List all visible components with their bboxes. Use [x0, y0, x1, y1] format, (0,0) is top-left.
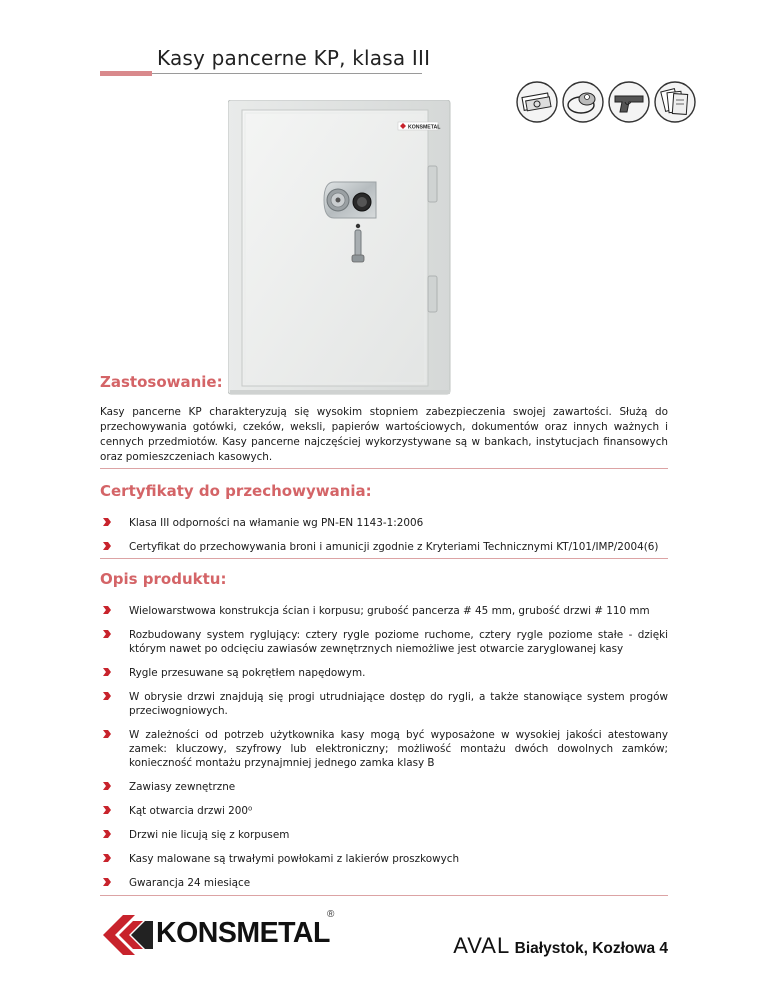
chevron-right-icon: [102, 605, 112, 615]
list-item-text: Gwarancja 24 miesiące: [129, 877, 251, 889]
product-features-list: [100, 604, 668, 890]
list-item-text: Certyfikat do przechowywania broni i amunicji zgodnie z Kryteriami Technicznymi KT/101/IMP/2004(6): [129, 541, 659, 553]
list-item: [100, 804, 668, 818]
chevron-right-icon: [102, 517, 112, 527]
safe-image: [228, 100, 554, 396]
list-item: [100, 628, 668, 656]
list-item: [100, 540, 668, 554]
documents-icon: [655, 82, 695, 122]
section-zastosowanie: [100, 373, 668, 465]
list-item-text: W zależności od potrzeb użytkownika kasy mogą być wyposażone w wysokiej jakości atestowany zamek: kluczowy, szyfrowy lub elektroniczny; możliwość montażu dwóch dowolnych zamków; konieczność montażu przynajmniej jednego zamka klasy B: [129, 729, 668, 769]
chevron-right-icon: [102, 853, 112, 863]
list-item-text: Kasy malowane są trwałymi powłokami z lakierów proszkowych: [129, 853, 460, 865]
list-item: [100, 690, 668, 718]
chevron-right-icon: [102, 629, 112, 639]
registered-mark: ®: [327, 909, 335, 920]
konsmetal-logo-icon: [103, 915, 153, 955]
header-underline: [152, 73, 422, 74]
list-item-text: Klasa III odporności na włamanie wg PN-EN 1143-1:2006: [129, 517, 424, 529]
section-divider: [100, 468, 668, 469]
chevron-right-icon: [102, 805, 112, 815]
list-item-text: Kąt otwarcia drzwi 200⁰: [129, 805, 253, 817]
section-certyfikaty: [100, 482, 668, 564]
aval-name: AVAL: [453, 933, 511, 958]
list-item-text: Wielowarstwowa konstrukcja ścian i korpusu; grubość pancerza # 45 mm, grubość drzwi # 110 mm: [129, 605, 650, 617]
chevron-right-icon: [102, 877, 112, 887]
door-brand-label: KONSMETAL: [408, 124, 441, 131]
list-item-text: Zawiasy zewnętrzne: [129, 781, 236, 793]
list-item: [100, 604, 668, 618]
gun-icon: [609, 82, 649, 122]
chevron-right-icon: [102, 829, 112, 839]
list-item: [100, 876, 668, 890]
section-paragraph: Kasy pancerne KP charakteryzują się wysokim stopniem zabezpieczenia swojej zawartości. Służą do przechowywania gotówki, czeków, weksli, papierów wartościowych, dokumentów oraz innych ważnych i cennych przedmiotów. Kasy pancerne najczęściej wykorzystywane są w bankach, instytucjach finansowych oraz pomieszczeniach kasowych.: [100, 406, 668, 463]
chevron-right-icon: [102, 781, 112, 791]
jewelry-icon: [563, 82, 603, 122]
chevron-right-icon: [102, 667, 112, 677]
logo-wordmark: KONSMETAL: [156, 917, 330, 949]
list-item: [100, 666, 668, 680]
certificates-list: [100, 516, 668, 554]
section-heading: Certyfikaty do przechowywania:: [100, 482, 372, 500]
list-item: [100, 516, 668, 530]
list-item-text: W obrysie drzwi znajdują się progi utrudniające dostęp do rygli, a także stanowiące system progów przeciwogniowych.: [129, 691, 668, 717]
chevron-right-icon: [102, 691, 112, 701]
list-item-text: Rygle przesuwane są pokrętłem napędowym.: [129, 667, 366, 679]
chevron-right-icon: [102, 729, 112, 739]
list-item: [100, 780, 668, 794]
section-heading: Zastosowanie:: [100, 373, 223, 391]
chevron-right-icon: [102, 541, 112, 551]
list-item-text: Drzwi nie licują się z korpusem: [129, 829, 290, 841]
list-item: [100, 828, 668, 842]
aval-address: [453, 933, 668, 959]
section-heading: Opis produktu:: [100, 570, 227, 588]
section-divider: [100, 558, 668, 559]
section-opis: [100, 570, 668, 900]
list-item: [100, 852, 668, 866]
konsmetal-logo: [103, 909, 343, 957]
aval-location: Białystok, Kozłowa 4: [514, 940, 668, 957]
header-accent-bar: [100, 71, 152, 76]
page-title: Kasy pancerne KP, klasa III: [157, 46, 431, 70]
list-item-text: Rozbudowany system ryglujący: cztery rygle poziome ruchome, cztery rygle poziome stałe - dzięki którym nawet po odcięciu zawiasów zewnętrznych niemożliwe jest otwarcie zaryglowanej kasy: [129, 629, 668, 655]
list-item: [100, 728, 668, 770]
footer-divider: [100, 895, 668, 896]
